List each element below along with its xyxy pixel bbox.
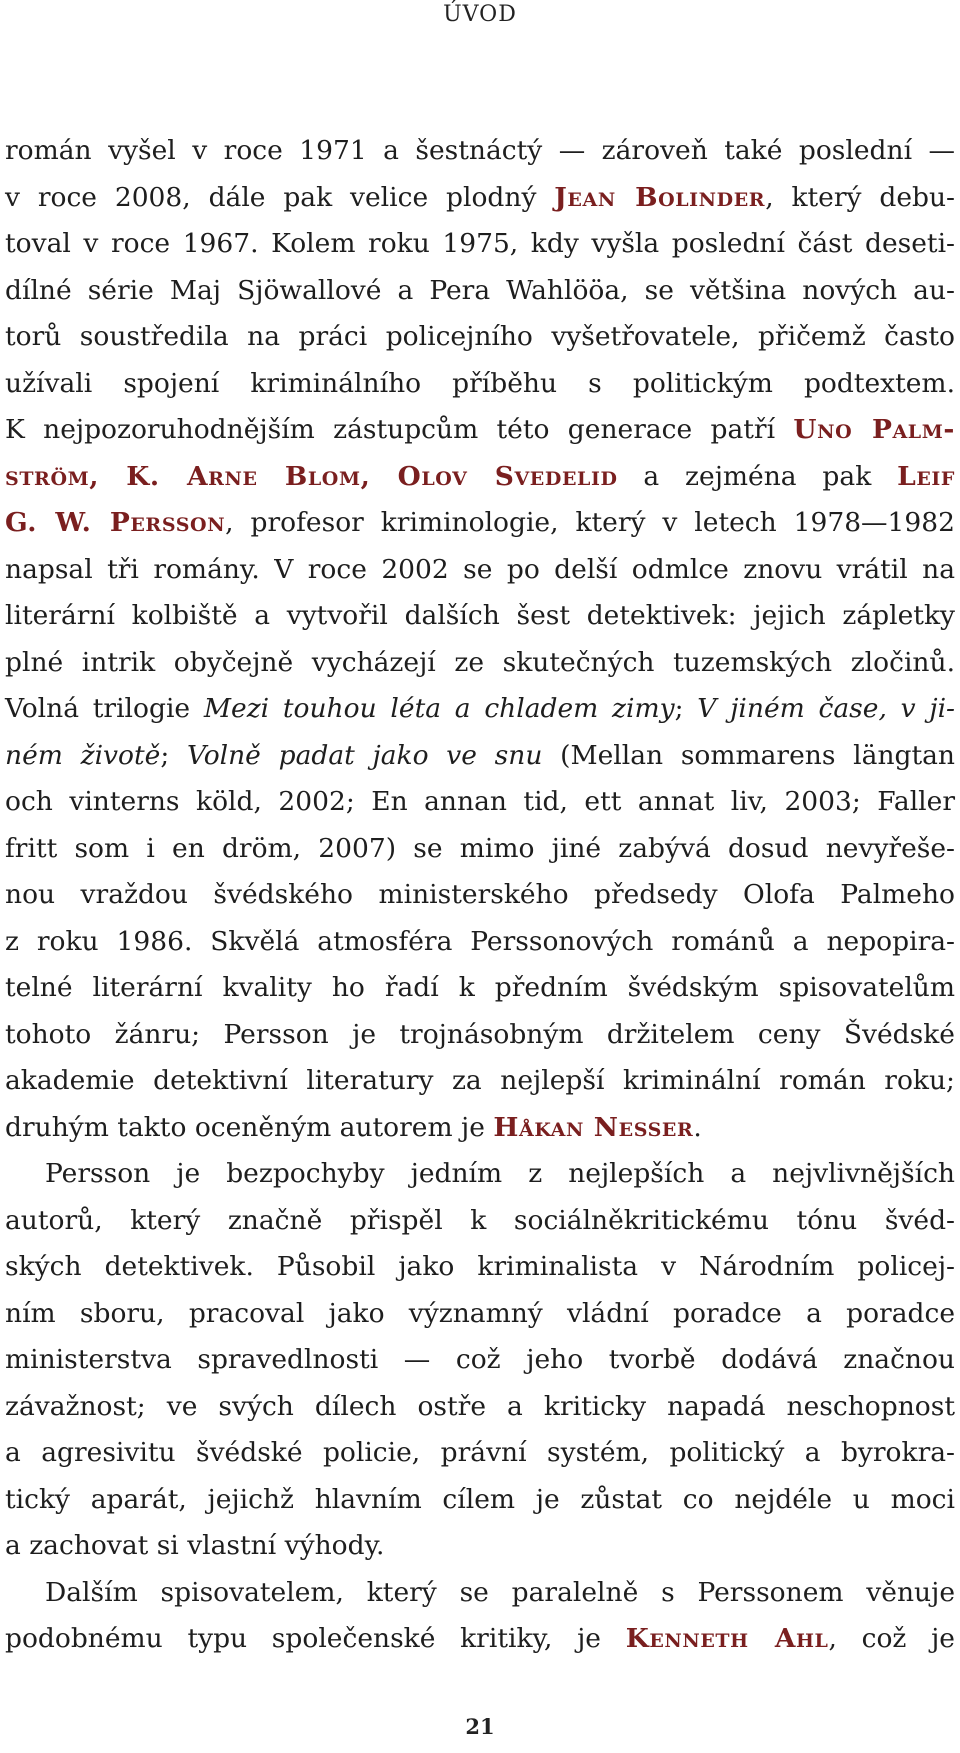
text-run: Persson je bezpochyby jedním z nejlepších a nejvlivnějších bbox=[45, 1158, 955, 1189]
text-line bbox=[5, 826, 955, 873]
text-run: , což je bbox=[828, 1623, 955, 1654]
author-name: Leif bbox=[897, 460, 955, 492]
text-line bbox=[5, 314, 955, 361]
text-run: tický aparát, jejichž hlavním cílem je zůstat co nejdéle u moci bbox=[5, 1483, 955, 1515]
text-run: užívali spojení kriminálního příběhu s politickým podtextem. bbox=[5, 367, 955, 399]
page-number: 21 bbox=[465, 1714, 495, 1739]
text-run: och vinterns köld, 2002; En annan tid, ett annat liv, 2003; Faller bbox=[5, 786, 955, 817]
text-run: druhým takto oceněným autorem je bbox=[5, 1111, 494, 1143]
text-run: toval v roce 1967. Kolem roku 1975, kdy vyšla poslední část deseti- bbox=[5, 228, 955, 259]
author-name: Kenneth Ahl bbox=[625, 1623, 829, 1654]
author-name: ström, K. Arne Blom, Olov Svedelid bbox=[5, 460, 618, 492]
text-line bbox=[5, 1337, 955, 1384]
text-line bbox=[5, 547, 955, 594]
paragraph-start-line bbox=[5, 1151, 955, 1198]
text-line bbox=[5, 965, 955, 1012]
text-line bbox=[5, 686, 955, 733]
text-run: a zachovat si vlastní výhody. bbox=[5, 1530, 385, 1561]
text-run: ; bbox=[160, 739, 187, 771]
text-line bbox=[5, 1616, 955, 1663]
paragraph-start-line bbox=[5, 1570, 955, 1617]
text-run: ministerstva spravedlnosti — což jeho tvorbě dodává značnou bbox=[5, 1344, 955, 1375]
text-line bbox=[5, 1244, 955, 1291]
text-line bbox=[5, 268, 955, 315]
text-line bbox=[5, 1523, 955, 1570]
text-run: tohoto žánru; Persson je trojnásobným držitelem ceny Švédské bbox=[5, 1018, 955, 1050]
text-line bbox=[5, 640, 955, 687]
text-run: telné literární kvality ho řadí k předním švédským spisovatelům bbox=[5, 972, 955, 1003]
text-run: K nejpozoruhodnějším zástupcům této generace patří bbox=[5, 414, 794, 445]
text-run: literární kolbiště a vytvořil dalších šest detektivek: jejich zápletky bbox=[5, 600, 955, 631]
text-run: akademie detektivní literatury za nejlepší kriminální román roku; bbox=[5, 1065, 955, 1096]
text-line bbox=[5, 500, 955, 547]
running-head: ÚVOD bbox=[443, 2, 517, 27]
book-title: Volně padat jako ve snu bbox=[186, 739, 543, 771]
text-line bbox=[5, 407, 955, 454]
text-run: a zejména pak bbox=[617, 460, 898, 492]
text-run: , který debu- bbox=[765, 181, 955, 213]
text-line bbox=[5, 1430, 955, 1477]
text-run: a agresivitu švédské policie, právní systém, politický a byrokra- bbox=[5, 1437, 955, 1468]
body-text bbox=[5, 128, 955, 1663]
text-run: napsal tři romány. V roce 2002 se po delší odmlce znovu vrátil na bbox=[5, 553, 955, 585]
text-run: ním sboru, pracoval jako významný vládní poradce a poradce bbox=[5, 1297, 955, 1329]
author-name: Håkan Nesser bbox=[493, 1111, 694, 1143]
author-name: Jean Bolinder bbox=[554, 181, 766, 213]
text-line bbox=[5, 361, 955, 408]
text-line bbox=[5, 1477, 955, 1524]
text-line bbox=[5, 1384, 955, 1431]
book-title: ném životě bbox=[5, 739, 161, 771]
text-line bbox=[5, 175, 955, 222]
text-line bbox=[5, 128, 955, 175]
text-line bbox=[5, 872, 955, 919]
text-run: ských detektivek. Působil jako kriminalista v Národním policej- bbox=[5, 1251, 955, 1282]
author-name: Uno Palm- bbox=[793, 414, 956, 445]
text-line bbox=[5, 919, 955, 966]
text-line bbox=[5, 454, 955, 501]
text-line bbox=[5, 779, 955, 826]
text-line bbox=[5, 221, 955, 268]
book-title: Mezi touhou léta a chladem zimy bbox=[203, 693, 675, 724]
text-run: Volná trilogie bbox=[5, 693, 204, 724]
book-title: V jiném čase, v ji- bbox=[697, 693, 956, 724]
text-run: nou vraždou švédského ministerského předsedy Olofa Palmeho bbox=[5, 879, 955, 910]
text-run: závažnost; ve svých dílech ostře a kriticky napadá neschopnost bbox=[5, 1390, 955, 1422]
text-run: z roku 1986. Skvělá atmosféra Perssonových románů a nepopira- bbox=[5, 925, 955, 957]
text-run: , profesor kriminologie, který v letech 1978—1982 bbox=[225, 507, 956, 538]
text-line bbox=[5, 1058, 955, 1105]
text-run: román vyšel v roce 1971 a šestnáctý — zároveň také poslední — bbox=[5, 135, 955, 166]
text-run: . bbox=[693, 1111, 702, 1143]
text-run: ; bbox=[674, 693, 698, 724]
text-run: podobnému typu společenské kritiky, je bbox=[5, 1623, 626, 1654]
text-run: (Mellan sommarens längtan bbox=[542, 739, 956, 771]
text-run: autorů, který značně přispěl k sociálněkritickému tónu švéd- bbox=[5, 1204, 955, 1236]
text-run: fritt som i en dröm, 2007) se mimo jiné zabývá dosud nevyřeše- bbox=[5, 832, 955, 864]
text-line bbox=[5, 1198, 955, 1245]
text-run: plné intrik obyčejně vycházejí ze skutečných tuzemských zločinů. bbox=[5, 646, 955, 678]
text-line bbox=[5, 593, 955, 640]
text-run: v roce 2008, dále pak velice plodný bbox=[5, 181, 555, 213]
text-run: dílné série Maj Sjöwallové a Pera Wahlööa, se většina nových au- bbox=[5, 274, 955, 306]
text-line bbox=[5, 1012, 955, 1059]
text-line bbox=[5, 1105, 955, 1152]
author-name: G. W. Persson bbox=[5, 507, 226, 538]
text-line bbox=[5, 1291, 955, 1338]
text-run: Dalším spisovatelem, který se paralelně s Perssonem věnuje bbox=[45, 1576, 955, 1608]
text-line bbox=[5, 733, 955, 780]
text-run: torů soustředila na práci policejního vyšetřovatele, přičemž často bbox=[5, 321, 955, 352]
